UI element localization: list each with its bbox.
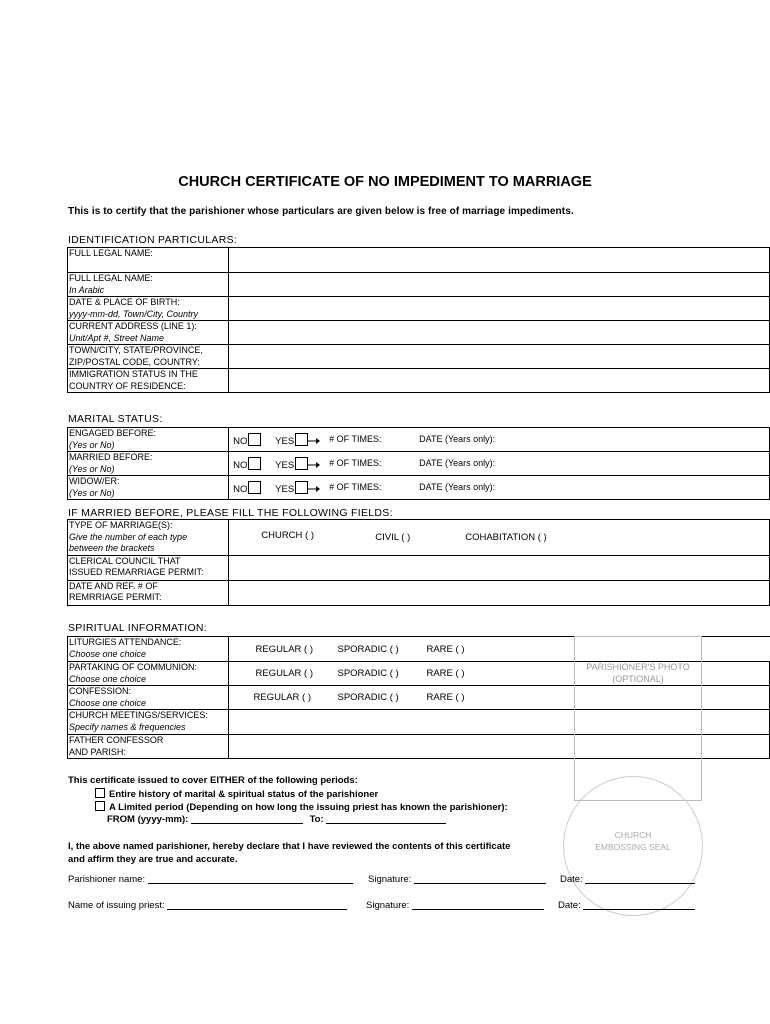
regular-option[interactable]: REGULAR ( ) xyxy=(255,644,314,655)
widow-yes-checkbox[interactable] xyxy=(295,481,308,494)
parishioner-signature-input[interactable] xyxy=(414,883,546,884)
times-label: # OF TIMES: xyxy=(329,458,382,468)
engaged-yes-checkbox[interactable] xyxy=(295,433,308,446)
communion-label: PARTAKING OF COMMUNION: Choose one choice xyxy=(68,662,229,686)
times-label: # OF TIMES: xyxy=(329,482,382,492)
priest-signature-row: Signature: xyxy=(366,900,544,911)
council-label: CLERICAL COUNCIL THAT ISSUED REMARRIAGE PERMIT: xyxy=(68,555,229,580)
address-field[interactable] xyxy=(229,321,770,345)
address-label: CURRENT ADDRESS (LINE 1): Unit/Apt #, Street Name xyxy=(68,321,229,345)
no-label: NO xyxy=(233,484,248,495)
declaration-line-1: I, the above named parishioner, hereby declare that I have reviewed the contents of this certificate xyxy=(68,841,511,852)
identification-heading: IDENTIFICATION PARTICULARS: xyxy=(68,234,238,246)
date-label: DATE (Years only): xyxy=(419,482,496,492)
marriage-type-field xyxy=(229,520,770,556)
married-before-heading: IF MARRIED BEFORE, PLEASE FILL THE FOLLOWING FIELDS: xyxy=(68,507,393,519)
yes-label: YES xyxy=(275,484,295,495)
confessor-label: FATHER CONFESSOR AND PARISH: xyxy=(68,735,229,759)
birth-field[interactable] xyxy=(229,297,770,321)
embossing-seal xyxy=(563,776,703,916)
priest-name-row: Name of issuing priest: xyxy=(68,900,347,911)
regular-option[interactable]: REGULAR ( ) xyxy=(253,692,312,703)
cohabitation-count-field[interactable]: COHABITATION ( ) xyxy=(465,532,547,543)
photo-label: PARISHIONER'S PHOTO xyxy=(586,662,690,672)
married-label: MARRIED BEFORE: (Yes or No) xyxy=(68,452,229,476)
civil-count-field[interactable]: CIVIL ( ) xyxy=(375,532,411,543)
rare-option[interactable]: RARE ( ) xyxy=(426,692,465,703)
priest-date-row: Date: xyxy=(558,900,695,911)
parishioner-date-input[interactable] xyxy=(585,883,695,884)
priest-signature-input[interactable] xyxy=(412,909,544,910)
immigration-field[interactable] xyxy=(229,369,770,393)
marital-table xyxy=(67,427,770,500)
no-label: NO xyxy=(233,436,248,447)
limited-period-checkbox[interactable] xyxy=(95,801,105,811)
sporadic-option[interactable]: SPORADIC ( ) xyxy=(337,692,399,703)
period-option-entire[interactable]: Entire history of marital & spiritual status of the parishioner xyxy=(95,788,378,800)
no-label: NO xyxy=(233,460,248,471)
period-range: FROM (yyyy-mm): To: xyxy=(107,814,446,825)
confession-label: CONFESSION: Choose one choice xyxy=(68,686,229,710)
city-label: TOWN/CITY, STATE/PROVINCE, ZIP/POSTAL CODE, COUNTRY: xyxy=(68,345,229,369)
from-input[interactable] xyxy=(191,823,303,824)
periods-heading: This certificate issued to cover EITHER of the following periods: xyxy=(68,775,358,786)
intro-text: This is to certify that the parishioner whose particulars are given below is free of marriage impediments. xyxy=(68,206,574,217)
married-no-checkbox[interactable] xyxy=(248,457,261,470)
immigration-label: IMMIGRATION STATUS IN THE COUNTRY OF RESIDENCE: xyxy=(68,369,229,393)
spiritual-heading: SPIRITUAL INFORMATION: xyxy=(68,622,208,634)
city-field[interactable] xyxy=(229,345,770,369)
permit-ref-field[interactable] xyxy=(229,580,770,605)
permit-ref-label: DATE AND REF. # OF REMRRIAGE PERMIT: xyxy=(68,580,229,605)
marriage-type-label: TYPE OF MARRIAGE(S): Give the number of each type between the brackets xyxy=(68,520,229,556)
engaged-field xyxy=(229,428,770,452)
yes-label: YES xyxy=(275,460,295,471)
arabic-name-label: FULL LEGAL NAME: In Arabic xyxy=(68,273,229,297)
declaration-line-2: and affirm they are true and accurate. xyxy=(68,854,238,865)
yes-label: YES xyxy=(275,436,295,447)
married-before-table xyxy=(67,519,770,606)
page-title: CHURCH CERTIFICATE OF NO IMPEDIMENT TO MARRIAGE xyxy=(178,174,592,190)
widow-label: WIDOW/ER: (Yes or No) xyxy=(68,476,229,500)
married-field xyxy=(229,452,770,476)
council-field[interactable] xyxy=(229,555,770,580)
identification-table xyxy=(67,247,770,393)
parishioner-name-row: Parishioner name: xyxy=(68,874,353,885)
seal-label: CHURCH xyxy=(614,830,652,840)
priest-date-input[interactable] xyxy=(583,909,695,910)
sporadic-option[interactable]: SPORADIC ( ) xyxy=(337,644,399,655)
rare-option[interactable]: RARE ( ) xyxy=(426,668,465,679)
meetings-label: CHURCH MEETINGS/SERVICES: Specify names & frequencies xyxy=(68,710,229,735)
marital-heading: MARITAL STATUS: xyxy=(68,413,163,425)
church-count-field[interactable]: CHURCH ( ) xyxy=(261,530,315,541)
engaged-no-checkbox[interactable] xyxy=(248,433,261,446)
sporadic-option[interactable]: SPORADIC ( ) xyxy=(337,668,399,679)
full-name-label: FULL LEGAL NAME: xyxy=(68,248,229,273)
date-label: DATE (Years only): xyxy=(419,458,496,468)
full-name-field[interactable] xyxy=(229,248,770,273)
liturgies-label: LITURGIES ATTENDANCE: Choose one choice xyxy=(68,637,229,662)
widow-field xyxy=(229,476,770,500)
arrow-right-icon xyxy=(308,485,320,493)
parishioner-date-row: Date: xyxy=(560,874,695,885)
period-option-limited[interactable]: A Limited period (Depending on how long the issuing priest has known the parishioner): xyxy=(95,801,508,813)
entire-period-checkbox[interactable] xyxy=(95,788,105,798)
rare-option[interactable]: RARE ( ) xyxy=(426,644,465,655)
photo-optional-label: (OPTIONAL) xyxy=(612,674,664,684)
birth-label: DATE & PLACE OF BIRTH: yyyy-mm-dd, Town/City, Country xyxy=(68,297,229,321)
to-input[interactable] xyxy=(326,823,446,824)
date-label: DATE (Years only): xyxy=(419,434,496,444)
engaged-label: ENGAGED BEFORE: (Yes or No) xyxy=(68,428,229,452)
married-yes-checkbox[interactable] xyxy=(295,457,308,470)
arrow-right-icon xyxy=(308,437,320,445)
priest-name-input[interactable] xyxy=(167,909,347,910)
parishioner-signature-row: Signature: xyxy=(368,874,546,885)
seal-sub-label: EMBOSSING SEAL xyxy=(595,842,671,852)
times-label: # OF TIMES: xyxy=(329,434,382,444)
arrow-right-icon xyxy=(308,461,320,469)
regular-option[interactable]: REGULAR ( ) xyxy=(255,668,314,679)
widow-no-checkbox[interactable] xyxy=(248,481,261,494)
parishioner-name-input[interactable] xyxy=(148,883,353,884)
arabic-name-field[interactable] xyxy=(229,273,770,297)
